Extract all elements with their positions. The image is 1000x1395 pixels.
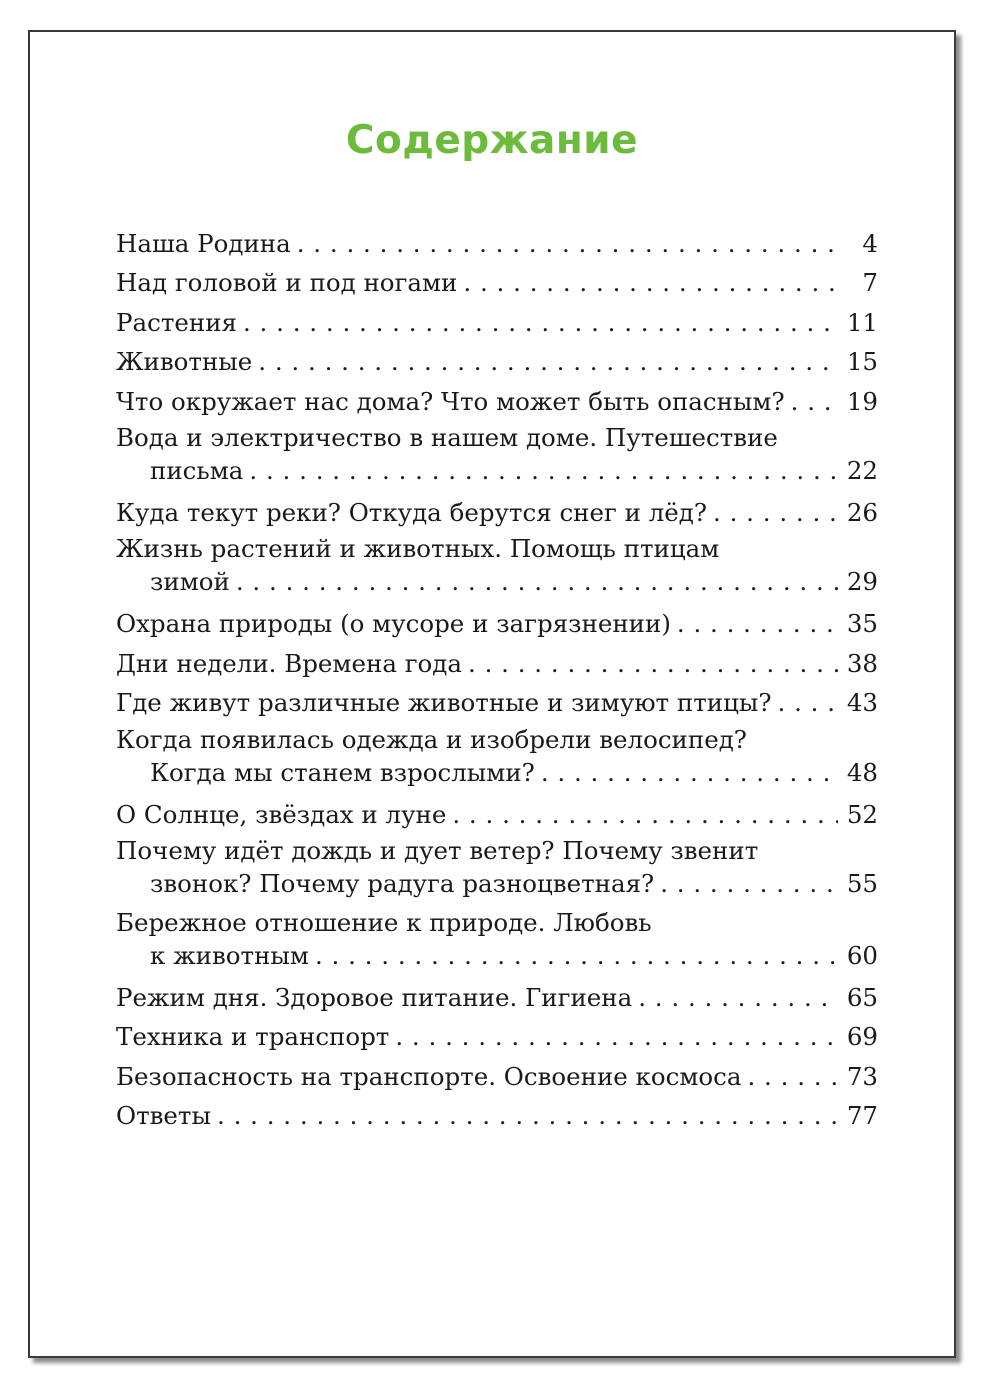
- dot-leader: [778, 683, 838, 722]
- toc-entry: [116, 303, 878, 342]
- toc-entry-title: Бережное отношение к природе. Любовь: [116, 907, 652, 937]
- toc-page-number: 22: [846, 455, 878, 485]
- toc-entry: [116, 224, 878, 263]
- toc-entry-title: Дни недели. Времена года: [116, 648, 462, 678]
- dot-leader: [677, 604, 838, 643]
- toc-entry: [116, 382, 878, 421]
- page-title: Содержание: [345, 118, 639, 163]
- toc-entry-title: Что окружает нас дома? Что может быть опасным?: [116, 386, 785, 416]
- toc-entry-title: Где живут различные животные и зимуют птицы?: [116, 688, 772, 718]
- toc-entry: [116, 906, 878, 972]
- toc-entry-line: [116, 939, 878, 972]
- toc-entry-title: Куда текут реки? Откуда берутся снег и лёд?: [116, 497, 708, 527]
- toc-entry: [116, 1096, 878, 1135]
- toc-page-number: 60: [846, 940, 878, 970]
- toc-entry-title: Жизнь растений и животных. Помощь птицам: [116, 534, 720, 564]
- toc-page-number: 43: [846, 688, 878, 718]
- toc-entry-title: Ответы: [116, 1101, 211, 1131]
- dot-leader: [249, 454, 838, 487]
- dot-leader: [315, 939, 838, 972]
- toc-page-number: 11: [846, 307, 878, 337]
- toc-page-number: 7: [862, 268, 878, 298]
- toc-entry: [116, 342, 878, 381]
- toc-entry-line: [116, 604, 878, 643]
- toc-entry-title: Над головой и под ногами: [116, 268, 458, 298]
- toc-entry: [116, 644, 878, 683]
- toc-entry-line: [116, 978, 878, 1017]
- toc-entry: [116, 493, 878, 532]
- toc-entry: [116, 421, 878, 487]
- toc-entry-line: [116, 723, 878, 756]
- dot-leader: [243, 303, 838, 342]
- dot-leader: [258, 342, 838, 381]
- dot-leader: [297, 224, 838, 263]
- toc-entry-line: [116, 532, 878, 565]
- toc-entry-title: Животные: [116, 347, 253, 377]
- toc-entry-line: [116, 382, 878, 421]
- dot-leader: [468, 644, 838, 683]
- dot-leader: [541, 756, 838, 789]
- toc-entry: [116, 723, 878, 789]
- dot-leader: [660, 867, 838, 900]
- toc-entry: [116, 978, 878, 1017]
- toc-entry-line: [116, 644, 878, 683]
- dot-leader: [463, 263, 838, 302]
- toc-entry-title: Почему идёт дождь и дует ветер? Почему звенит: [116, 835, 759, 865]
- dot-leader: [395, 1017, 838, 1056]
- toc-entry-title: письма: [150, 455, 244, 485]
- dot-leader: [638, 978, 838, 1017]
- dot-leader: [747, 1057, 838, 1096]
- toc-entry-line: [116, 224, 878, 263]
- toc-entry-title: Охрана природы (о мусоре и загрязнении): [116, 609, 671, 639]
- toc-entry-line: [116, 834, 878, 867]
- toc-entry: [116, 1057, 878, 1096]
- dot-leader: [217, 1096, 838, 1135]
- toc-page-number: 19: [846, 386, 878, 416]
- toc-entry-title: Безопасность на транспорте. Освоение космоса: [116, 1061, 742, 1091]
- toc-entry-line: [116, 454, 878, 487]
- toc-entry: [116, 683, 878, 722]
- toc-entry-line: [116, 1096, 878, 1135]
- toc-entry-title: звонок? Почему радуга разноцветная?: [150, 868, 655, 898]
- toc-entry: [116, 263, 878, 302]
- toc-entry: [116, 834, 878, 900]
- toc-entry-line: [116, 493, 878, 532]
- toc-page-number: 38: [846, 648, 878, 678]
- toc-entry-title: Режим дня. Здоровое питание. Гигиена: [116, 982, 633, 1012]
- toc-page-number: 29: [846, 567, 878, 597]
- toc-entry-line: [116, 906, 878, 939]
- toc-entry-line: [116, 565, 878, 598]
- toc-entry-title: Когда мы станем взрослыми?: [150, 757, 535, 787]
- table-of-contents: [116, 224, 878, 1135]
- dot-leader: [791, 382, 838, 421]
- toc-page-number: 77: [846, 1101, 878, 1131]
- toc-entry-line: [116, 683, 878, 722]
- toc-entry-title: Вода и электричество в нашем доме. Путешествие: [116, 422, 778, 452]
- toc-entry-title: зимой: [150, 567, 230, 597]
- toc-entry-line: [116, 263, 878, 302]
- toc-entry-line: [116, 795, 878, 834]
- dot-leader: [236, 565, 838, 598]
- toc-entry: [116, 532, 878, 598]
- toc-entry-line: [116, 756, 878, 789]
- toc-entry-line: [116, 1057, 878, 1096]
- toc-entry: [116, 604, 878, 643]
- toc-entry-line: [116, 303, 878, 342]
- toc-page-number: 26: [846, 497, 878, 527]
- toc-page-number: 48: [846, 757, 878, 787]
- toc-page-number: 55: [846, 868, 878, 898]
- toc-page-number: 15: [846, 347, 878, 377]
- toc-entry-line: [116, 1017, 878, 1056]
- dot-leader: [452, 795, 838, 834]
- toc-page-number: 65: [846, 982, 878, 1012]
- toc-page-number: 52: [846, 799, 878, 829]
- toc-entry-line: [116, 342, 878, 381]
- toc-entry: [116, 1017, 878, 1056]
- dot-leader: [713, 493, 838, 532]
- document-page: [28, 30, 956, 1358]
- toc-entry-line: [116, 867, 878, 900]
- toc-page-number: 4: [862, 229, 878, 258]
- toc-page-number: 35: [846, 609, 878, 639]
- toc-entry-title: Растения: [116, 307, 237, 337]
- toc-entry-title: Наша Родина: [116, 229, 291, 258]
- toc-entry-title: Когда появилась одежда и изобрели велосипед?: [116, 724, 747, 754]
- toc-entry-line: [116, 421, 878, 454]
- toc-entry-title: О Солнце, звёздах и луне: [116, 799, 447, 829]
- toc-entry: [116, 795, 878, 834]
- toc-page-number: 73: [846, 1061, 878, 1091]
- toc-entry-title: к животным: [150, 940, 309, 970]
- toc-entry-title: Техника и транспорт: [116, 1022, 390, 1052]
- toc-page-number: 69: [846, 1022, 878, 1052]
